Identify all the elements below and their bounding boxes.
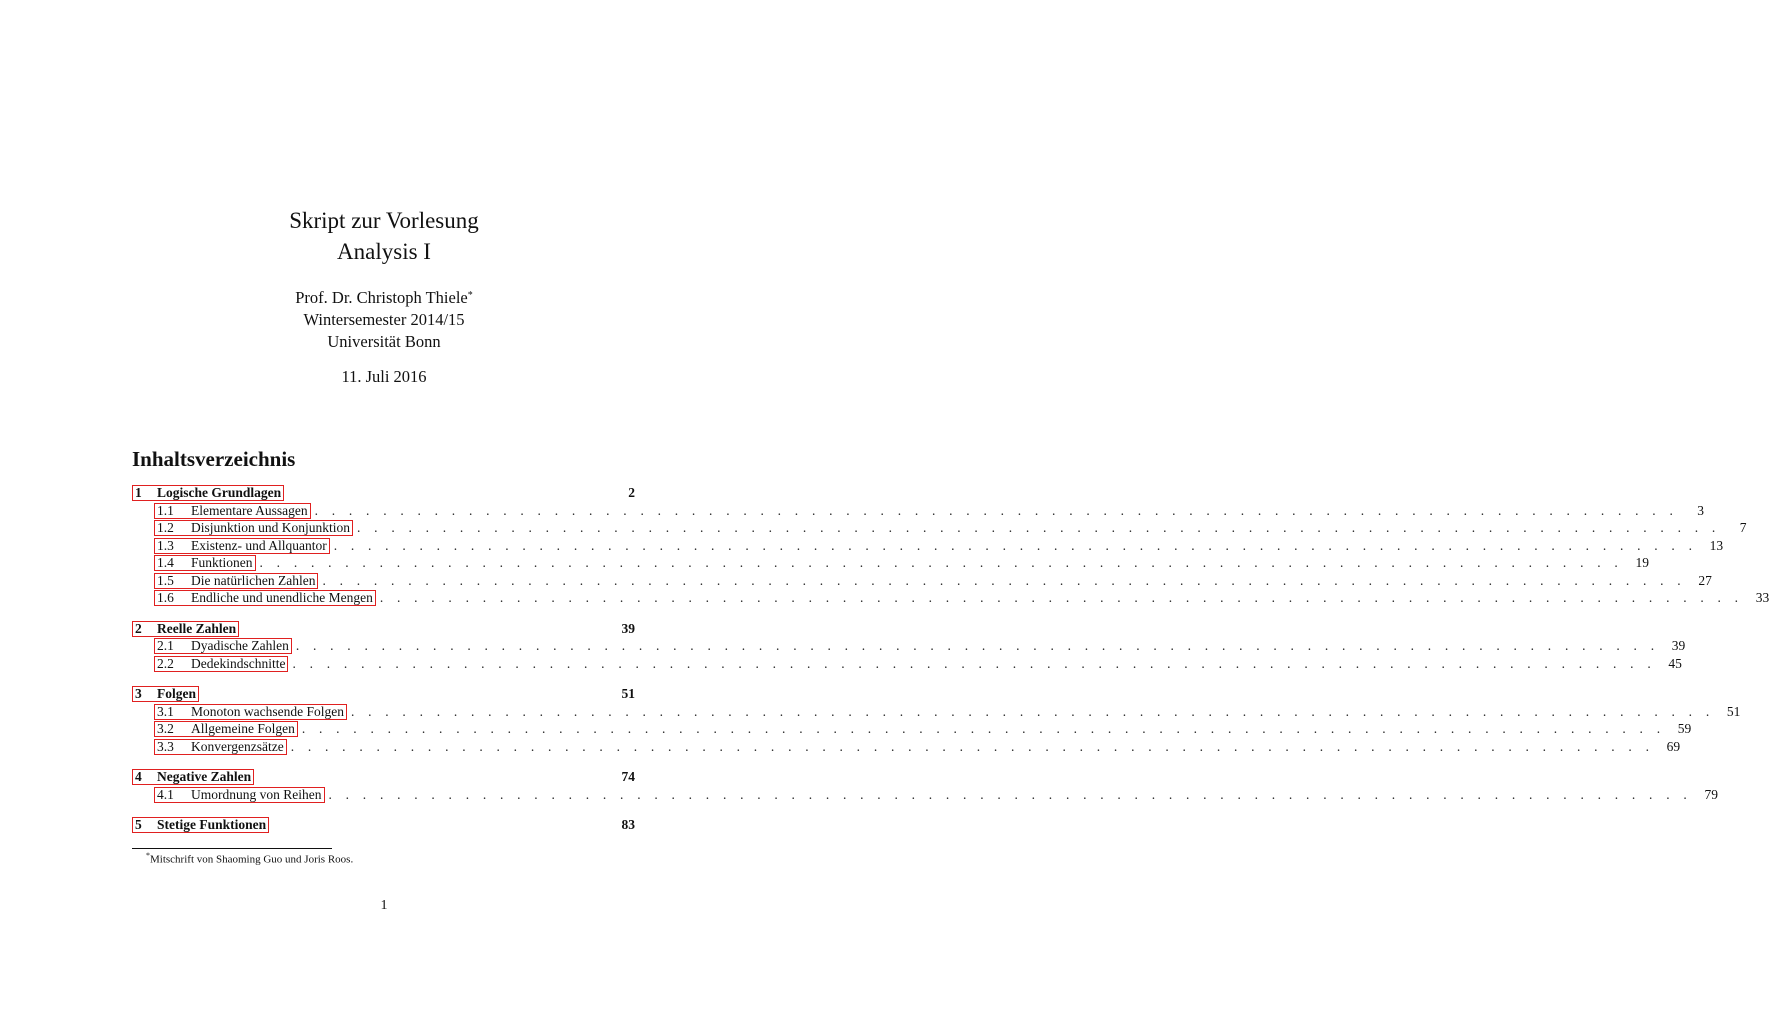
toc-chapter-row xyxy=(132,816,635,834)
footnote-text: Mitschrift von Shaoming Guo und Joris Roos. xyxy=(150,853,354,866)
toc-section-row xyxy=(132,720,1692,738)
toc-chapter-number: 1 xyxy=(135,485,142,500)
toc-section-row xyxy=(132,537,1724,555)
toc-chapter-row xyxy=(132,484,635,502)
toc-section-title: Die natürlichen Zahlen xyxy=(191,572,316,588)
toc-section-link[interactable] xyxy=(154,638,292,654)
document-title xyxy=(0,205,768,267)
toc-chapter-row xyxy=(132,685,635,703)
toc-chapter-number: 2 xyxy=(135,620,142,636)
toc-leader-dots: . . . . . . . . . . . . . . . . . . . . . . . . . . . . . . . . . . . . . . . . . . . . . . . . . . . . . . . . . . . . . . . . . . . . . . . . . . . . . . . . xyxy=(328,786,1692,802)
toc-leader-dots: . . . . . . . . . . . . . . . . . . . . . . . . . . . . . . . . . . . . . . . . . . . . . . . . . . . . . . . . . . . . . . . . . . . . . . . . . . . . . . . . xyxy=(322,572,1686,588)
toc-chapter-page: 83 xyxy=(621,817,635,832)
toc-section-title: Allgemeine Folgen xyxy=(191,721,295,736)
toc-chapter xyxy=(132,768,1718,803)
toc-chapter-title: Reelle Zahlen xyxy=(157,620,237,636)
toc-section-row xyxy=(132,554,1649,572)
toc-leader-dots: . . . . . . . . . . . . . . . . . . . . . . . . . . . . . . . . . . . . . . . . . . . . . . . . . . . . . . . . . . . . . . . . . . . . . . . . . . . . . . . . xyxy=(295,638,1660,653)
toc-section-link[interactable] xyxy=(154,704,347,720)
toc-section-number: 3.2 xyxy=(157,721,174,736)
toc-chapter-link[interactable] xyxy=(132,485,284,501)
toc-chapter-row xyxy=(132,768,635,786)
toc-section-row xyxy=(132,589,1769,607)
toc-section-number: 3.1 xyxy=(157,703,174,719)
toc-section-link[interactable] xyxy=(154,503,311,519)
toc-section-number: 1.3 xyxy=(157,537,174,553)
toc-chapter-number: 4 xyxy=(135,769,142,784)
toc-section-page: 27 xyxy=(1698,572,1712,588)
toc-chapter xyxy=(132,484,1769,607)
toc-leader-dots: . . . . . . . . . . . . . . . . . . . . . . . . . . . . . . . . . . . . . . . . . . . . . . . . . . . . . . . . . . . . . . . . . . . . . . . . . . . . . . . . xyxy=(379,590,1744,605)
toc-chapter-number: 3 xyxy=(135,686,142,701)
author-name-line xyxy=(0,287,768,309)
toc-section-row xyxy=(132,519,1747,537)
toc-chapter-page: 2 xyxy=(628,485,635,500)
toc-section-link[interactable] xyxy=(154,739,287,755)
title-line-1: Skript zur Vorlesung xyxy=(289,208,479,233)
toc-section-link[interactable] xyxy=(154,787,325,803)
toc-leader-dots: . . . . . . . . . . . . . . . . . . . . . . . . . . . . . . . . . . . . . . . . . . . . . . . . . . . . . . . . . . . . . . . . . . . . . . . . . . . . . . . . xyxy=(259,555,1623,570)
toc-chapter xyxy=(132,620,1686,673)
toc-section-title: Dyadische Zahlen xyxy=(191,638,289,653)
toc-leader-dots: . . . . . . . . . . . . . . . . . . . . . . . . . . . . . . . . . . . . . . . . . . . . . . . . . . . . . . . . . . . . . . . . . . . . . . . . . . . . . . . . xyxy=(290,738,1655,754)
toc-section-title: Konvergenzsätze xyxy=(191,738,284,754)
toc-leader-dots: . . . . . . . . . . . . . . . . . . . . . . . . . . . . . . . . . . . . . . . . . . . . . . . . . . . . . . . . . . . . . . . . . . . . . . . . . . . . . . . . xyxy=(333,537,1698,553)
title-line-2: Analysis I xyxy=(337,239,431,264)
toc-section-row xyxy=(132,738,1681,756)
toc-section-number: 3.3 xyxy=(157,738,174,754)
toc-section-row xyxy=(132,655,1682,673)
toc-section-link[interactable] xyxy=(154,590,376,606)
toc-heading: Inhaltsverzeichnis xyxy=(132,447,296,471)
toc-chapter-number: 5 xyxy=(135,817,142,832)
toc-section-page: 19 xyxy=(1635,555,1649,570)
toc-section-row xyxy=(132,703,1741,721)
semester: Wintersemester 2014/15 xyxy=(303,310,465,329)
toc-section-page: 79 xyxy=(1704,786,1718,802)
toc-section-row xyxy=(132,572,1712,590)
toc-section-page: 59 xyxy=(1677,721,1692,736)
toc-section-row xyxy=(132,786,1718,804)
toc-section-title: Elementare Aussagen xyxy=(191,502,308,518)
footnote-mark: * xyxy=(146,851,150,860)
toc-section-title: Dedekindschnitte xyxy=(191,655,286,671)
author-block xyxy=(0,287,768,353)
toc-section-page: 13 xyxy=(1709,537,1724,553)
toc-section-number: 1.4 xyxy=(157,555,174,570)
university: Universität Bonn xyxy=(327,332,441,351)
toc-section-title: Disjunktion und Konjunktion xyxy=(191,520,351,535)
footnote-rule xyxy=(132,848,332,849)
author-footnote-mark[interactable]: * xyxy=(467,290,473,301)
toc-section-number: 1.2 xyxy=(157,520,174,535)
toc-leader-dots: . . . . . . . . . . . . . . . . . . . . . . . . . . . . . . . . . . . . . . . . . . . . . . . . . . . . . . . . . . . . . . . . . . . . . . . . . . . . . . . . xyxy=(292,655,1656,671)
toc-section-page: 51 xyxy=(1726,703,1741,719)
toc-section-page: 69 xyxy=(1666,738,1681,754)
toc-section-page: 45 xyxy=(1668,655,1682,671)
toc-section-link[interactable] xyxy=(154,721,298,737)
toc-chapter xyxy=(132,816,635,834)
toc-chapter-title: Stetige Funktionen xyxy=(157,817,267,832)
toc-section-title: Monoton wachsende Folgen xyxy=(191,703,344,719)
footnote xyxy=(146,851,353,866)
toc-section-title: Endliche und unendliche Mengen xyxy=(191,590,373,605)
toc-chapter-row xyxy=(132,620,635,638)
toc-chapter-page: 51 xyxy=(621,686,635,701)
toc-chapter-title: Logische Grundlagen xyxy=(157,485,282,500)
toc-section-number: 2.2 xyxy=(157,655,174,671)
toc-leader-dots: . . . . . . . . . . . . . . . . . . . . . . . . . . . . . . . . . . . . . . . . . . . . . . . . . . . . . . . . . . . . . . . . . . . . . . . . . . . . . . . . xyxy=(350,703,1715,719)
toc-chapter-link[interactable] xyxy=(132,621,239,637)
toc-section-link[interactable] xyxy=(154,520,353,536)
toc-section-row xyxy=(132,637,1686,655)
author-name: Prof. Dr. Christoph Thiele xyxy=(295,288,468,307)
page-number: 1 xyxy=(380,898,388,913)
toc-chapter-link[interactable] xyxy=(132,817,269,833)
toc-chapter xyxy=(132,685,1741,755)
toc-section-link[interactable] xyxy=(154,555,256,571)
toc-leader-dots: . . . . . . . . . . . . . . . . . . . . . . . . . . . . . . . . . . . . . . . . . . . . . . . . . . . . . . . . . . . . . . . . . . . . . . . . . . . . . . . . xyxy=(314,502,1679,518)
toc-section-link[interactable] xyxy=(154,538,330,554)
table-of-contents xyxy=(132,484,1769,847)
toc-section-link[interactable] xyxy=(154,656,288,672)
document-date: 11. Juli 2016 xyxy=(341,367,427,386)
toc-section-number: 1.1 xyxy=(157,502,174,518)
toc-chapter-title: Negative Zahlen xyxy=(157,769,252,784)
toc-section-page: 33 xyxy=(1755,590,1769,605)
toc-section-link[interactable] xyxy=(154,573,318,589)
toc-section-page: 7 xyxy=(1739,520,1747,535)
toc-chapter-page: 74 xyxy=(621,769,635,784)
toc-chapter-link[interactable] xyxy=(132,769,254,785)
toc-section-page: 3 xyxy=(1697,502,1705,518)
toc-chapter-link[interactable] xyxy=(132,686,199,702)
toc-section-row xyxy=(132,502,1705,520)
toc-leader-dots: . . . . . . . . . . . . . . . . . . . . . . . . . . . . . . . . . . . . . . . . . . . . . . . . . . . . . . . . . . . . . . . . . . . . . . . . . . . . . . . . xyxy=(357,520,1721,535)
toc-section-number: 4.1 xyxy=(157,786,174,802)
toc-section-number: 1.6 xyxy=(157,590,174,605)
toc-section-title: Funktionen xyxy=(191,555,253,570)
toc-chapter-title: Folgen xyxy=(157,686,196,701)
toc-section-number: 1.5 xyxy=(157,572,174,588)
toc-leader-dots: . . . . . . . . . . . . . . . . . . . . . . . . . . . . . . . . . . . . . . . . . . . . . . . . . . . . . . . . . . . . . . . . . . . . . . . . . . . . . . . . xyxy=(301,721,1666,736)
toc-section-page: 39 xyxy=(1671,638,1686,653)
toc-section-title: Umordnung von Reihen xyxy=(191,786,322,802)
toc-section-title: Existenz- und Allquantor xyxy=(191,537,327,553)
toc-chapter-page: 39 xyxy=(621,620,635,636)
toc-section-number: 2.1 xyxy=(157,638,174,653)
